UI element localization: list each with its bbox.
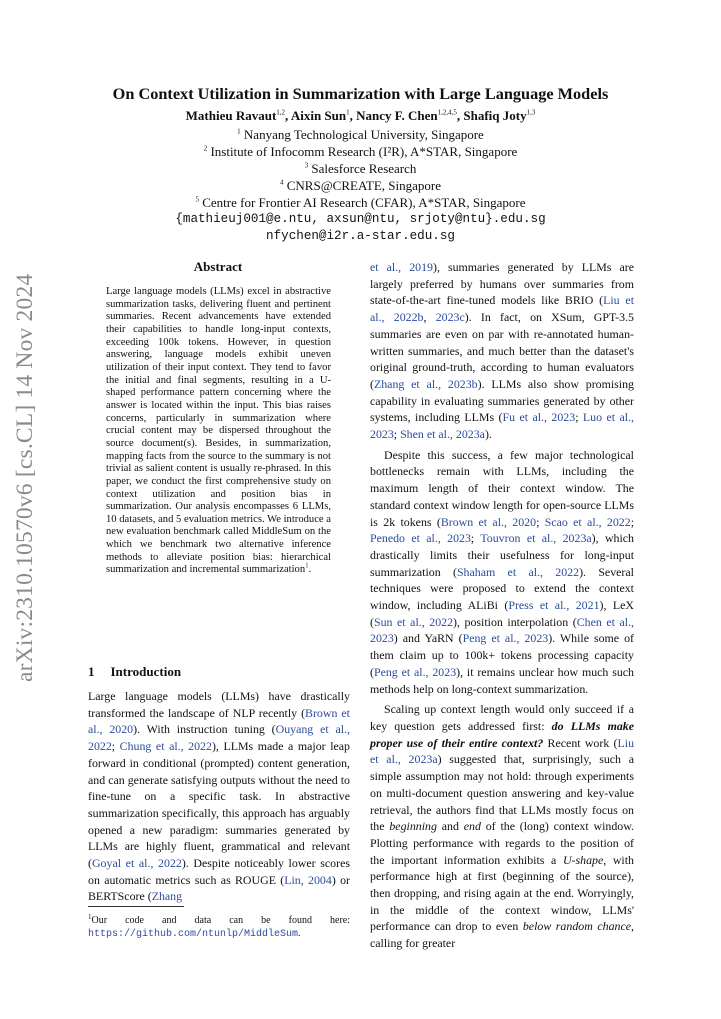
citation-link[interactable]: Liu et al., 2022b xyxy=(370,293,634,325)
citation-link[interactable]: Touvron et al., 2023a xyxy=(480,531,592,546)
section-heading xyxy=(88,664,181,680)
citation-link[interactable]: Peng et al., 2023 xyxy=(373,664,457,679)
author-affiliation-mark: 1,2 xyxy=(276,108,286,117)
citation-link[interactable]: Chung et al., 2022 xyxy=(119,739,212,754)
citation-link[interactable]: Shen et al., 2023a xyxy=(400,427,485,442)
citation-link[interactable]: Shaham et al., 2022 xyxy=(456,564,580,579)
body-text: ). Despite noticeably lower scores on automatic metrics such as ROUGE ( xyxy=(88,856,350,887)
body-text: , xyxy=(423,310,436,325)
section-title: Introduction xyxy=(110,664,182,679)
body-text: ; xyxy=(111,739,120,754)
body-text: , calling for greater xyxy=(370,919,635,951)
body-text: of the (long) context window. Plotting performance with regards to the position of the important information exhibits a xyxy=(370,819,635,867)
body-text: ). xyxy=(484,427,492,442)
body-text: Despite this success, a few major technological bottlenecks remain with LLMs, including the maximum length of their context window. The standard context window length for open-source LLMs is 2k tokens ( xyxy=(370,447,634,529)
author-list: Mathieu Ravaut$^{1,2}$, Aixin Sun$^1$, Nancy F. Chen$^{1,2,4,5}$, Shafiq Joty$^{1,3}$ xyxy=(185,108,536,123)
body-text: and xyxy=(436,819,464,834)
body-paragraph xyxy=(370,447,634,698)
citation-link[interactable]: Peng et al., 2023 xyxy=(462,631,549,646)
citation-link[interactable]: Scao et al., 2022 xyxy=(544,514,631,529)
citation-link[interactable]: Brown et al., 2020 xyxy=(88,705,350,737)
body-text: Recent work ( xyxy=(543,735,618,750)
body-text: ) suggested that, surprisingly, such a simple assumption may not hold: through experiments on multi-document question answering and key-value retrieval, the authors find that LLMs mostly focus on the xyxy=(370,752,634,834)
body-text: end xyxy=(463,819,481,834)
citation-link[interactable]: Press et al., 2021 xyxy=(508,598,600,613)
body-text: ), summaries generated by LLMs are largely preferred by humans over summaries from state-of-the-art fine-tuned models like BRIO ( xyxy=(370,260,634,308)
body-text: ), LeX ( xyxy=(370,598,634,629)
affiliation-line: $^3$ Salesforce Research xyxy=(304,161,417,176)
author-affiliation-mark: 1 xyxy=(346,108,350,117)
citation-link[interactable]: Lin, 2004 xyxy=(284,872,332,887)
right-column xyxy=(370,259,634,952)
email-line-2: nfychen@i2r.a-star.edu.sg xyxy=(266,229,455,243)
body-text: ). Several techniques were proposed to extend the context window, including ALiBi ( xyxy=(370,564,634,613)
body-text: ). With instruction tuning ( xyxy=(133,722,276,737)
author-affiliation-mark: 1,2,4,5 xyxy=(437,108,457,117)
body-text: ), it remains unclear how much such methods help on long-context summarization. xyxy=(370,664,634,696)
citation-link[interactable]: Liu et al., 2023a xyxy=(370,735,635,767)
citation-link[interactable]: Ouyang et al., 2022 xyxy=(88,722,350,754)
author-affiliation-mark: 1,3 xyxy=(526,108,536,117)
abstract-body: Large language models (LLMs) excel in abstractive summarization tasks, delivering fluent and pertinent summaries. Recent advancements have extended their capabilities to handle long-input contexts, exceeding 100k tokens. However, in question answering, language models exhibit uneven utilization of their input context. They tend to favor the initial and final segments, resulting in a U-shaped performance pattern concerning where the answer is located within the input. This bias raises concerns, particularly in summarization where crucial content may be dispersed throughout the source document(s). Besides, in summarization, mapping facts from the source to the summary is not trivial as salient content is usually re-phrased. In this paper, we conduct the first comprehensive study on context utilization and position bias in summarization. Our analysis encompasses 6 LLMs, 10 datasets, and 5 evaluation metrics. We introduce a new evaluation benchmark called MiddleSum on the which we benchmark two alternative inference methods to alleviate position bias: hierarchical summarization and incremental summarization$^1$. xyxy=(106,286,331,576)
body-text: below random chance xyxy=(522,919,632,934)
citation-link[interactable]: Zhang xyxy=(151,889,183,904)
body-text: ; xyxy=(630,514,635,529)
citation-link[interactable]: Zhang et al., 2023b xyxy=(373,376,478,391)
body-text: ; xyxy=(393,427,401,442)
body-text: ) or BERTScore ( xyxy=(88,872,350,904)
body-text: U-shape xyxy=(562,852,604,867)
body-text: ), which drastically limits their usefulness for long-input summarization ( xyxy=(370,531,635,579)
abstract-heading: Abstract xyxy=(193,259,243,274)
affiliation-line: $^2$ Institute of Infocomm Research (I²R), A*STAR, Singapore xyxy=(203,144,518,159)
citation-link[interactable]: Goyal et al., 2022 xyxy=(91,856,182,871)
intro-paragraph-left xyxy=(88,688,350,905)
arxiv-stamp: arXiv:2310.10570v6 [cs.CL] 14 Nov 2024 xyxy=(12,273,38,682)
email-line-1: {mathieuj001@e.ntu, axsun@ntu, srjoty@ntu}.edu.sg xyxy=(175,212,546,226)
footnote-url[interactable]: https://github.com/ntunlp/MiddleSum xyxy=(88,928,299,940)
section-number: 1 xyxy=(88,664,95,679)
paper-title: On Context Utilization in Summarization with Large Language Models xyxy=(112,84,609,103)
body-text: , with performance high at first (beginning of the source), then dropping, and rising again at the end. Worryingly, in the middle of the context window, LLMs' performance can drop to even xyxy=(370,852,634,934)
body-paragraph xyxy=(370,259,634,443)
footnote-text: Our code and data can be found here: xyxy=(91,915,350,926)
footnote xyxy=(88,911,350,941)
body-text: ; xyxy=(470,531,481,546)
affiliation-line: $^1$ Nanyang Technological University, Singapore xyxy=(237,127,484,142)
citation-link[interactable]: Luo et al., 2023 xyxy=(370,410,634,442)
footnote-ref[interactable]: 1 xyxy=(305,561,309,570)
affiliation-line: $^4$ CNRS@CREATE, Singapore xyxy=(279,178,441,193)
body-paragraph xyxy=(370,701,634,952)
citation-link[interactable]: Chen et al., 2023 xyxy=(370,614,635,646)
body-text: ). In fact, on XSum, GPT-3.5 summaries are even on par with re-annotated human-written summaries, and much better than the dataset's original ground-truth, according to human evaluators ( xyxy=(370,310,634,391)
author-name: Shafiq Joty xyxy=(463,108,527,123)
body-text: beginning xyxy=(389,819,437,834)
author-name: Mathieu Ravaut xyxy=(185,108,277,123)
abstract-text: Large language models (LLMs) excel in abstractive summarization tasks, delivering fluent and pertinent summaries. Recent advancements have extended their capabilities to handle long-input contexts, exceeding 100k tokens. However, in question answering, language models exhibit uneven utilization of their input context. They tend to favor the initial and final segments, resulting in a U-shaped performance pattern concerning where the answer is located within the input. This bias raises concerns, particularly in summarization where crucial content may be dispersed throughout the source document(s). Besides, in summarization, mapping facts from the source to the summary is not trivial as salient content is usually re-phrased. In this paper, we conduct the first comprehensive study on context utilization and position bias in summarization. Our analysis encompasses 6 LLMs, 10 datasets, and 5 evaluation metrics. We introduce a new evaluation benchmark called MiddleSum on the which we benchmark two alternative inference methods to alleviate position bias: hierarchical summarization and incremental summarization xyxy=(106,286,331,576)
citation-link[interactable]: 2023c xyxy=(435,310,465,325)
citation-link[interactable]: Fu et al., 2023 xyxy=(502,410,576,425)
body-text: ; xyxy=(536,514,545,529)
footnote-mark: 1 xyxy=(88,913,92,921)
footnote-period: . xyxy=(298,927,301,939)
citation-link[interactable]: Sun et al., 2022 xyxy=(373,614,454,629)
body-text: ). LLMs also show promising capability in evaluating summaries generated by other systems, including LLMs ( xyxy=(370,376,634,425)
body-text: ) and YaRN ( xyxy=(393,631,463,646)
body-text: ; xyxy=(575,410,583,425)
body-text: Scaling up context length would only succeed if a key question gets addressed first: xyxy=(370,702,634,733)
citation-link[interactable]: et al., 2019 xyxy=(370,260,433,274)
author-name: Aixin Sun xyxy=(290,108,347,123)
citation-link[interactable]: Penedo et al., 2023 xyxy=(370,531,471,546)
author-name: Nancy F. Chen xyxy=(356,108,438,123)
body-text: do LLMs make proper use of their entire context? xyxy=(370,718,634,750)
body-text: Large language models (LLMs) have drastically transformed the landscape of NLP recently ( xyxy=(88,689,350,720)
citation-link[interactable]: Brown et al., 2020 xyxy=(440,514,537,529)
body-text: ), position interpolation ( xyxy=(453,614,577,629)
affiliation-line: $^5$ Centre for Frontier AI Research (CFAR), A*STAR, Singapore xyxy=(195,195,526,210)
body-text: ), LLMs made a major leap forward in conditional (prompted) content generation, and can generate satisfying outputs without the need to fine-tune on a specific task. In abstractive summarization specifically, this approach has arguably opened a new paradigm: summaries generated by LLMs are highly fluent, grammatical and relevant ( xyxy=(88,739,350,871)
body-text: ). While some of them claim up to 100k+ tokens processing capacity ( xyxy=(370,631,634,679)
footnote-divider xyxy=(88,906,184,907)
